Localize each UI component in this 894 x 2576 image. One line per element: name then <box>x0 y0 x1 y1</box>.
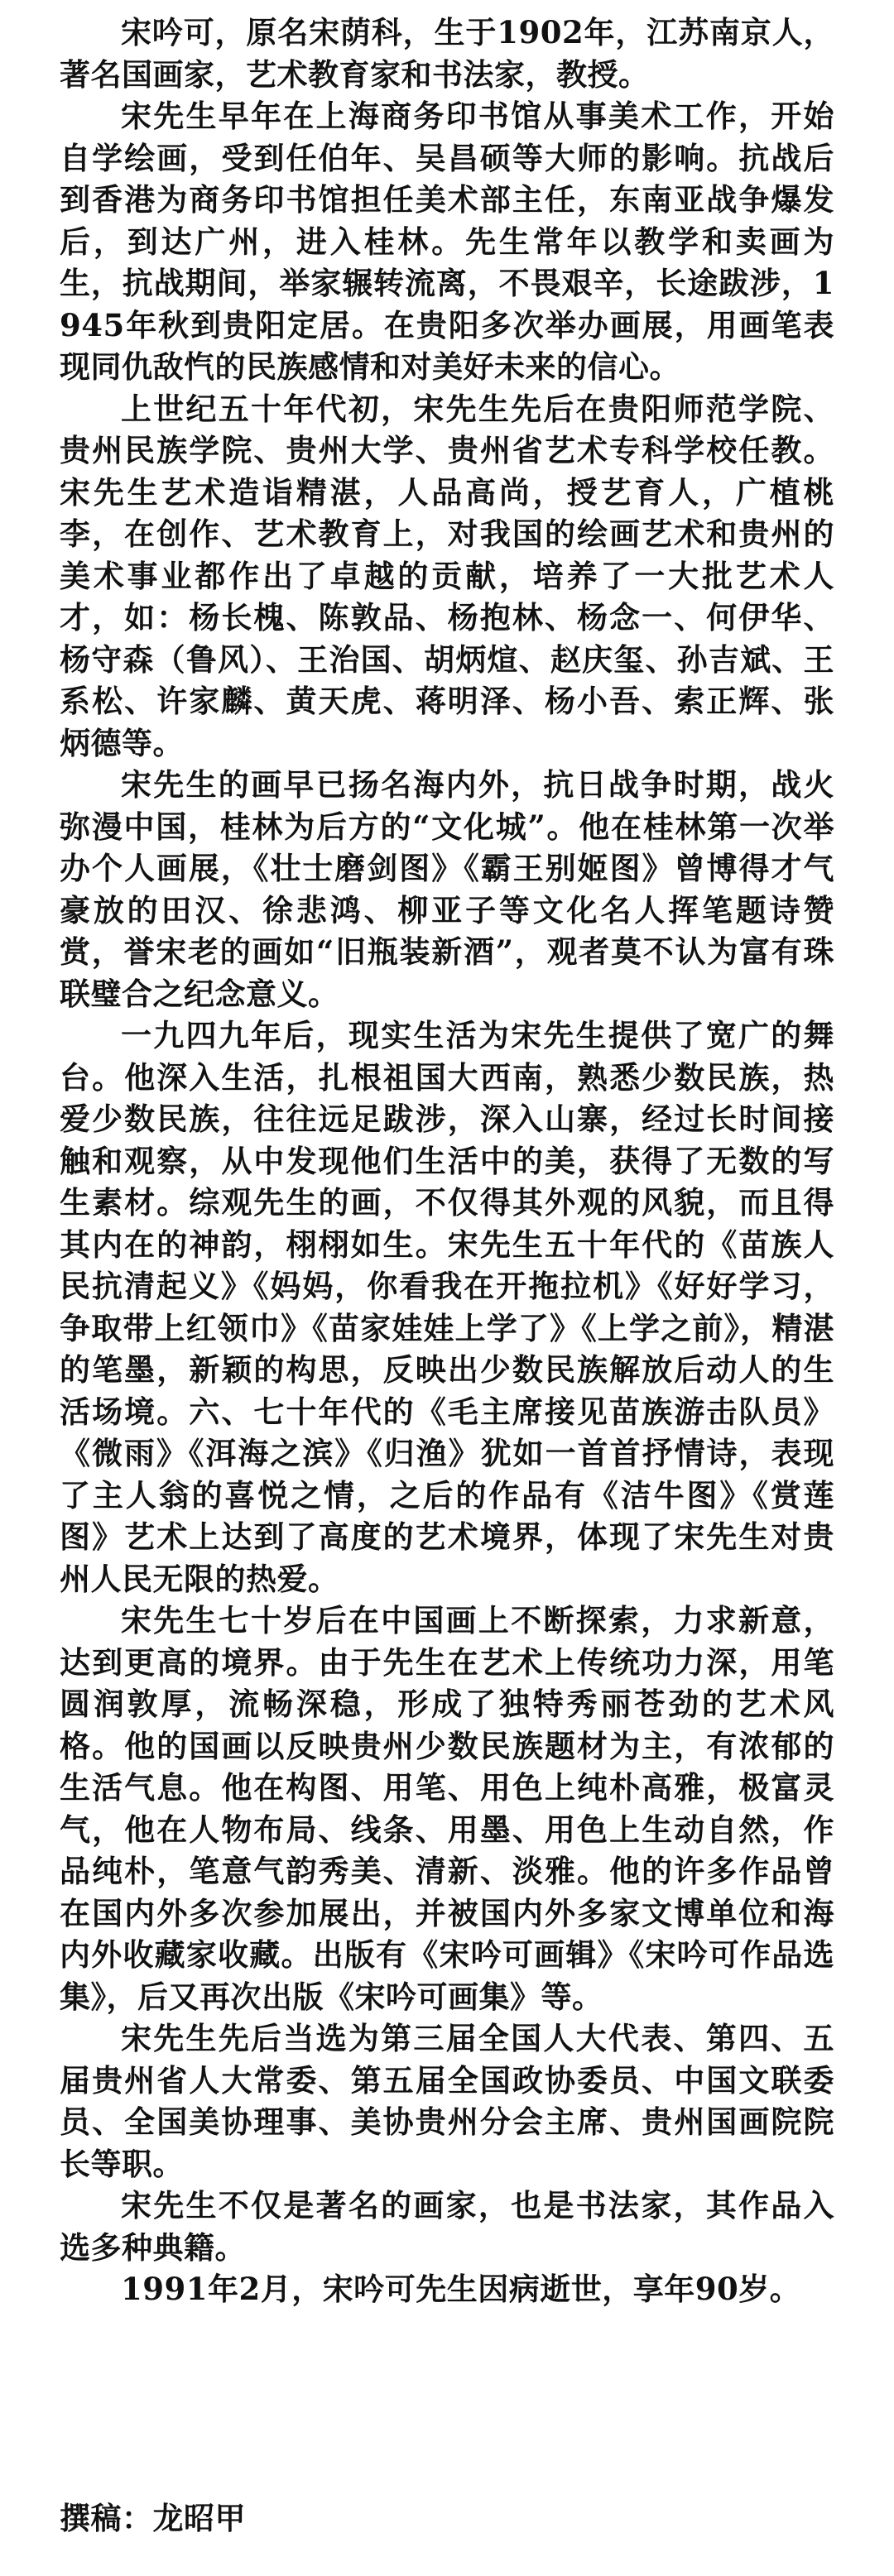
paragraph-positions: 宋先生先后当选为第三届全国人大代表、第四、五届贵州省人大常委、第五届全国政协委员、中国文联委员、全国美协理事、美协贵州分会主席、贵州国画院院长等职。 <box>60 2020 834 2182</box>
author-byline: 撰稿：龙昭甲 <box>60 2500 246 2536</box>
paragraph-death: 1991年2月，宋吟可先生因病逝世，享年90岁。 <box>121 2271 801 2307</box>
paragraph-intro: 宋吟可，原名宋荫科，生于1902年，江苏南京人，著名国画家，艺术教育家和书法家，教授。 <box>60 14 834 93</box>
article-body <box>60 12 834 2310</box>
paragraph-teaching: 上世纪五十年代初，宋先生先后在贵阳师范学院、贵州民族学院、贵州大学、贵州省艺术专科学校任教。宋先生艺术造诣精湛，人品高尚，授艺育人，广植桃李，在创作、艺术教育上，对我国的绘画艺术和贵州的美术事业都作出了卓越的贡献，培养了一大批艺术人才，如：杨长槐、陈敦品、杨抱林、杨念一、何伊华、杨守森（鲁风）、王治国、胡炳煊、赵庆玺、孙吉斌、王系松、许家麟、黄天虎、蒋明泽、杨小吾、索正辉、张炳德等。 <box>60 390 834 761</box>
paragraph-guilin-exhibition: 宋先生的画早已扬名海内外，抗日战争时期，战火弥漫中国，桂林为后方的“文化城”。他在桂林第一次举办个人画展，《壮士磨剑图》《霸王别姬图》曾博得才气豪放的田汉、徐悲鸿、柳亚子等文化名人挥笔题诗赞赏，誉宋老的画如“旧瓶装新酒”，观者莫不认为富有珠联璧合之纪念意义。 <box>60 766 834 1012</box>
paragraph-post-1949-works: 一九四九年后，现实生活为宋先生提供了宽广的舞台。他深入生活，扎根祖国大西南，熟悉少数民族，热爱少数民族，往往远足跋涉，深入山寨，经过长时间接触和观察，从中发现他们生活中的美，获得了无数的写生素材。综观先生的画，不仅得其外观的风貌，而且得其内在的神韵，栩栩如生。宋先生五十年代的《苗族人民抗清起义》《妈妈，你看我在开拖拉机》《好好学习，争取带上红领巾》《苗家娃娃上学了》《上学之前》，精湛的笔墨，新颖的构思，反映出少数民族解放后动人的生活场境。六、七十年代的《毛主席接见苗族游击队员》《微雨》《洱海之滨》《归渔》犹如一首首抒情诗，表现了主人翁的喜悦之情，之后的作品有《洁牛图》《赏莲图》艺术上达到了高度的艺术境界，体现了宋先生对贵州人民无限的热爱。 <box>60 1017 834 1597</box>
paragraph-early-career: 宋先生早年在上海商务印书馆从事美术工作，开始自学绘画，受到任伯年、吴昌硕等大师的影响。抗战后到香港为商务印书馆担任美术部主任，东南亚战争爆发后，到达广州，进入桂林。先生常年以教学和卖画为生，抗战期间，举家辗转流离，不畏艰辛，长途跋涉，1945年秋到贵阳定居。在贵阳多次举办画展，用画笔表现同仇敌忾的民族感情和对美好未来的信心。 <box>60 98 834 385</box>
paragraph-later-style: 宋先生七十岁后在中国画上不断探索，力求新意，达到更高的境界。由于先生在艺术上传统功力深，用笔圆润敦厚，流畅深稳，形成了独特秀丽苍劲的艺术风格。他的国画以反映贵州少数民族题材为主，有浓郁的生活气息。他在构图、用笔、用色上纯朴高雅，极富灵气，他在人物布局、线条、用墨、用色上生动自然，作品纯朴，笔意气韵秀美、清新、淡雅。他的许多作品曾在国内外多次参加展出，并被国内外多家文博单位和海内外收藏家收藏。出版有《宋吟可画辑》《宋吟可作品选集》，后又再次出版《宋吟可画集》等。 <box>60 1602 834 2015</box>
paragraph-calligraphy: 宋先生不仅是著名的画家，也是书法家，其作品入选多种典籍。 <box>60 2187 834 2266</box>
